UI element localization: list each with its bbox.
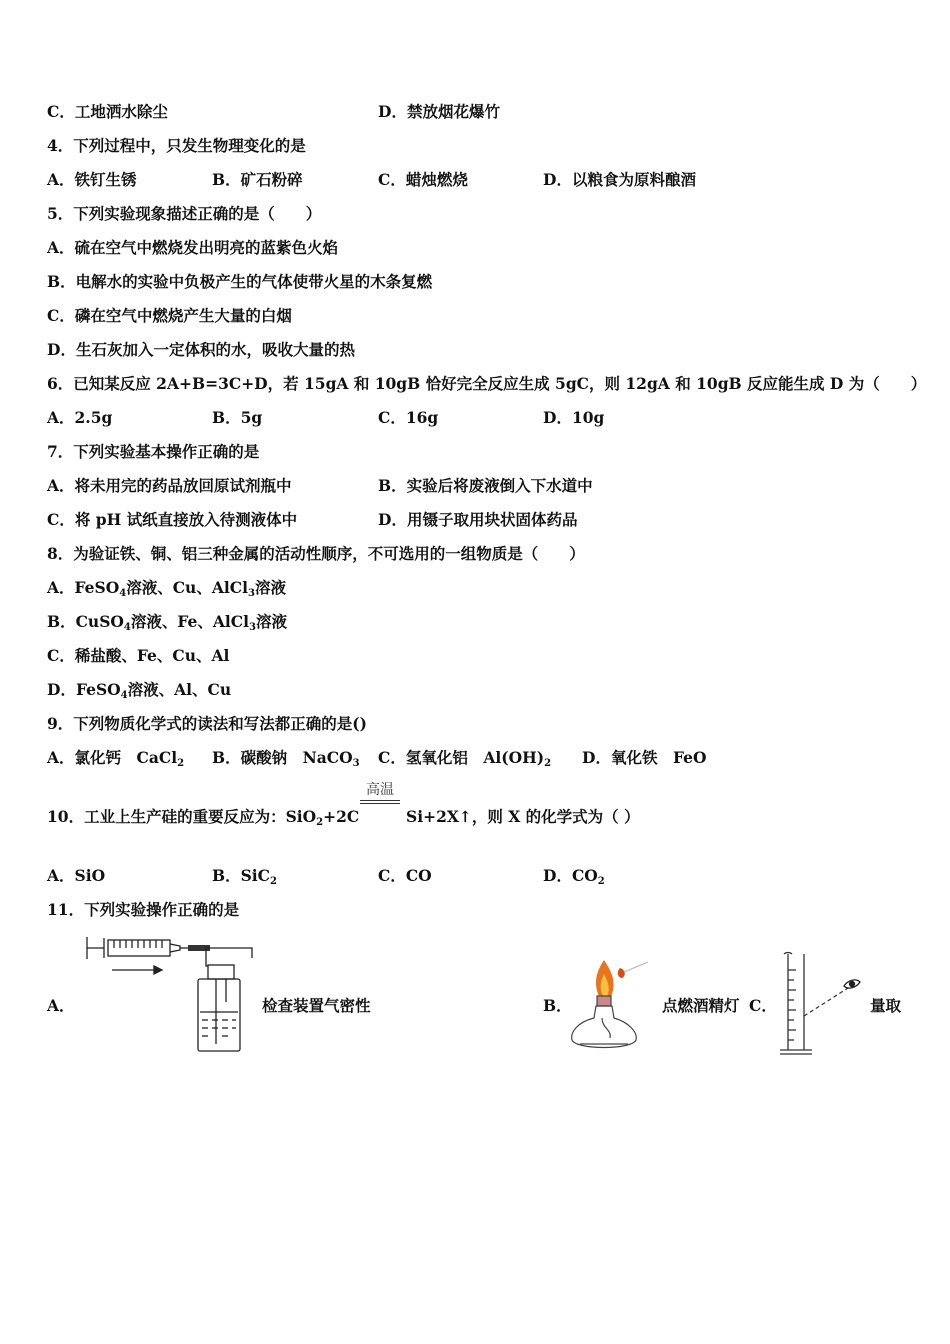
q11-measuring-cylinder-figure	[774, 950, 866, 1058]
q10-option-d: D．$CO_2$	[543, 866, 605, 887]
lamp-body-icon	[572, 996, 637, 1048]
q5-option-b: B．电解水的实验中负极产生的气体使带火星的木条复燃	[47, 272, 433, 291]
q7-option-d: D．用镊子取用块状固体药品	[378, 510, 578, 529]
q7-option-b: B．实验后将废液倒入下水道中	[378, 476, 593, 495]
eye-icon	[844, 980, 860, 988]
q11-option-c-label: C．	[749, 996, 777, 1015]
q11-option-a-text: 检查装置气密性	[262, 996, 371, 1015]
sight-line	[804, 988, 848, 1016]
q11-stem: 11．下列实验操作正确的是	[47, 900, 240, 919]
q4-stem: 4．下列过程中，只发生物理变化的是	[47, 136, 306, 155]
push-arrow-icon	[112, 966, 162, 974]
q5-option-a: A．硫在空气中燃烧发出明亮的蓝紫色火焰	[47, 238, 339, 257]
q4-option-a: A．铁钉生锈	[47, 170, 137, 189]
q7-option-c: C．将 pH 试纸直接放入待测液体中	[47, 510, 298, 529]
q9-option-a: A．氯化钙 CaCl$_2$	[47, 748, 185, 769]
q9-option-c: C．氢氧化铝 $Al(OH)_2$	[378, 748, 552, 769]
q10-option-c: C．CO	[378, 866, 432, 885]
q7-option-a: A．将未用完的药品放回原试剂瓶中	[47, 476, 292, 495]
q11-option-c-text: 量取	[870, 996, 902, 1015]
q5-option-c: C．磷在空气中燃烧产生大量的白烟	[47, 306, 292, 325]
q5-stem: 5．下列实验现象描述正确的是（ ）	[47, 204, 322, 223]
q8-stem: 8．为验证铁、铜、铝三种金属的活动性顺序，不可选用的一组物质是（ ）	[47, 544, 585, 563]
q10-option-a: A．SiO	[47, 866, 106, 885]
q6-option-b: B．5g	[212, 408, 263, 427]
q10-stem-right: Si+2X↑，则 X 的化学式为（ ）	[406, 807, 640, 826]
q10-reaction-condition	[360, 782, 400, 804]
q10-condition-text: 高温	[366, 782, 394, 798]
q11-alcohol-lamp-figure	[566, 956, 652, 1056]
flame-icon	[596, 960, 648, 999]
syringe-icon	[87, 937, 188, 959]
q6-option-c: C．16g	[378, 408, 439, 427]
q8-option-c: C．稀盐酸、Fe、Cu、Al	[47, 646, 230, 665]
q4-option-d: D．以粮食为原料酿酒	[543, 170, 696, 189]
q4-option-b: B．矿石粉碎	[212, 170, 303, 189]
q8-option-d: D．FeSO$_4$溶液、Al、Cu	[47, 680, 232, 701]
q4-option-c: C．蜡烛燃烧	[378, 170, 468, 189]
q10-option-b: B．SiC$_2$	[212, 866, 277, 887]
q11-option-b-text: 点燃酒精灯	[662, 996, 740, 1015]
q6-stem: 6．已知某反应 2A+B=3C+D，若 15gA 和 10gB 恰好完全反应生成 5gC，则 12gA 和 10gB 反应能生成 D 为（ ）	[47, 374, 927, 393]
graduated-cylinder-icon	[780, 953, 812, 1055]
q8-option-a: A．FeSO$_4$溶液、Cu、AlCl$_3$溶液	[47, 578, 286, 599]
q10-stem-left: 10．工业上生产硅的重要反应为：SiO$_2$+2C	[47, 807, 360, 828]
q10-equals-sign	[360, 800, 400, 804]
q8-option-b: B．CuSO$_4$溶液、Fe、AlCl$_3$溶液	[47, 612, 288, 633]
q11-option-a-label: A．	[47, 996, 75, 1015]
q9-option-b: B．碳酸钠 NaCO$_3$	[212, 748, 360, 769]
gas-bottle-icon	[198, 948, 252, 1051]
q6-option-a: A．2.5g	[47, 408, 113, 427]
q3-option-c: C．工地洒水除尘	[47, 102, 168, 121]
q9-stem: 9．下列物质化学式的读法和写法都正确的是()	[47, 714, 367, 733]
q11-option-b-label: B．	[543, 996, 572, 1015]
q6-option-d: D．10g	[543, 408, 605, 427]
q7-stem: 7．下列实验基本操作正确的是	[47, 442, 260, 461]
q3-option-d: D．禁放烟花爆竹	[378, 102, 500, 121]
q9-option-d: D．氧化铁 FeO	[582, 748, 707, 767]
q5-option-d: D．生石灰加入一定体积的水，吸收大量的热	[47, 340, 355, 359]
q11-airtightness-check-figure	[84, 932, 259, 1054]
